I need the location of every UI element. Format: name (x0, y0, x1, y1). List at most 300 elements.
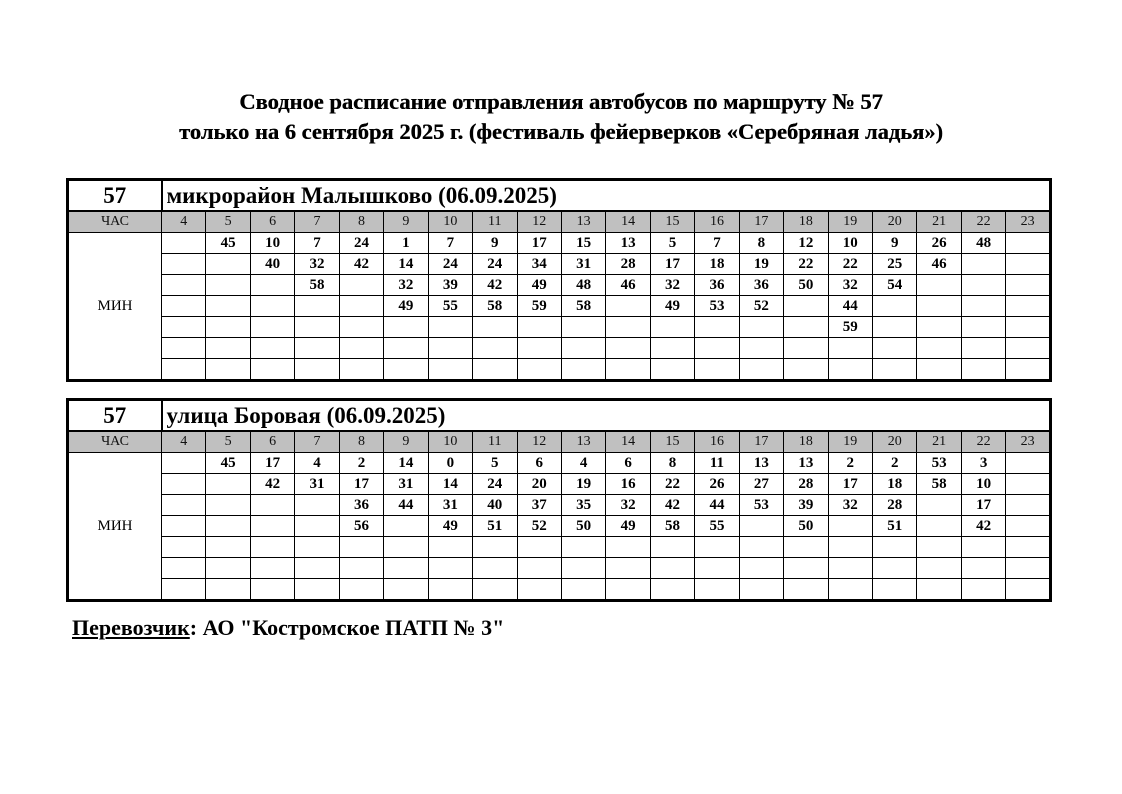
minute-cell: 28 (784, 474, 828, 495)
minute-cell: 50 (784, 516, 828, 537)
hour-cell: 18 (784, 431, 828, 453)
minute-cell (961, 317, 1005, 338)
minute-cell: 42 (473, 275, 517, 296)
minute-cell (561, 579, 605, 601)
hour-cell: 20 (873, 211, 917, 233)
minute-cell (250, 579, 294, 601)
minute-cell (473, 537, 517, 558)
minute-cell (339, 579, 383, 601)
minute-cell: 13 (739, 453, 783, 474)
minute-cell (650, 579, 694, 601)
minute-row (68, 275, 1051, 296)
carrier-label: Перевозчик (72, 615, 190, 640)
route-header (68, 180, 1051, 212)
page-subtitle: только на 6 сентября 2025 г. (фестиваль фейерверков «Серебряная ладья») (179, 119, 943, 144)
minute-cell (250, 317, 294, 338)
minute-cell (1006, 317, 1051, 338)
minute-cell: 58 (295, 275, 339, 296)
hour-cell: 8 (339, 431, 383, 453)
minute-cell (650, 359, 694, 381)
hour-cell: 4 (162, 211, 206, 233)
minute-cell: 31 (428, 495, 472, 516)
minute-cell (1006, 474, 1051, 495)
minute-cell: 22 (828, 254, 872, 275)
carrier-info (72, 612, 504, 644)
route-header (68, 400, 1051, 432)
minute-cell (1006, 359, 1051, 381)
minute-cell (917, 558, 961, 579)
minute-cell: 31 (561, 254, 605, 275)
minute-cell (206, 338, 250, 359)
minute-cell (961, 296, 1005, 317)
minute-cell: 54 (873, 275, 917, 296)
minute-cell: 10 (828, 233, 872, 254)
minute-cell (873, 296, 917, 317)
minute-cell (873, 338, 917, 359)
minute-row (68, 558, 1051, 579)
stop-name: улица Боровая (06.09.2025) (162, 400, 1051, 432)
minute-cell (428, 317, 472, 338)
minute-cell (428, 338, 472, 359)
carrier-value: : АО "Костромское ПАТП № 3" (189, 615, 505, 640)
minute-cell: 7 (295, 233, 339, 254)
minute-cell (784, 558, 828, 579)
minute-cell (606, 359, 650, 381)
minute-cell (917, 359, 961, 381)
minute-cell: 50 (784, 275, 828, 296)
minute-cell: 24 (339, 233, 383, 254)
minute-cell (606, 296, 650, 317)
minute-cell (695, 537, 739, 558)
minute-cell (517, 579, 561, 601)
minute-cell: 42 (339, 254, 383, 275)
minute-cell (828, 516, 872, 537)
hour-cell: 5 (206, 211, 250, 233)
minute-row (68, 474, 1051, 495)
minute-cell (695, 558, 739, 579)
hour-label: ЧАС (68, 211, 162, 233)
minute-cell (295, 495, 339, 516)
hour-cell: 4 (162, 431, 206, 453)
minute-cell (250, 495, 294, 516)
minute-cell (561, 359, 605, 381)
minute-cell: 14 (384, 254, 428, 275)
minute-cell (295, 516, 339, 537)
hour-cell: 10 (428, 431, 472, 453)
minute-cell (250, 338, 294, 359)
hour-cell: 23 (1006, 211, 1051, 233)
minute-cell: 31 (295, 474, 339, 495)
minute-cell (873, 317, 917, 338)
minute-cell (517, 338, 561, 359)
minute-cell (162, 516, 206, 537)
minute-cell: 6 (606, 453, 650, 474)
minute-cell: 32 (606, 495, 650, 516)
minute-cell (517, 359, 561, 381)
minute-cell (784, 359, 828, 381)
minute-cell (517, 317, 561, 338)
hours-row (68, 211, 1051, 233)
minute-cell: 40 (250, 254, 294, 275)
minute-cell (917, 338, 961, 359)
minute-cell (473, 579, 517, 601)
minute-cell (473, 558, 517, 579)
minute-cell (206, 537, 250, 558)
minute-cell (873, 579, 917, 601)
minute-cell: 37 (517, 495, 561, 516)
minute-cell: 39 (784, 495, 828, 516)
minute-cell (828, 579, 872, 601)
hour-cell: 17 (739, 431, 783, 453)
hour-cell: 11 (473, 211, 517, 233)
minute-cell: 48 (561, 275, 605, 296)
minute-cell (739, 359, 783, 381)
minute-cell: 49 (606, 516, 650, 537)
minute-cell (695, 338, 739, 359)
minute-cell (384, 558, 428, 579)
minute-cell: 12 (784, 233, 828, 254)
minute-cell (295, 296, 339, 317)
minute-row (68, 317, 1051, 338)
minute-cell (650, 338, 694, 359)
minute-cell (1006, 275, 1051, 296)
minute-cell (961, 537, 1005, 558)
minute-cell: 10 (961, 474, 1005, 495)
minute-cell: 52 (517, 516, 561, 537)
minute-cell (384, 359, 428, 381)
minute-cell (384, 537, 428, 558)
minute-row (68, 537, 1051, 558)
minute-cell (339, 359, 383, 381)
hour-cell: 9 (384, 431, 428, 453)
hour-cell: 10 (428, 211, 472, 233)
minute-cell (517, 537, 561, 558)
minute-row (68, 495, 1051, 516)
minute-cell (339, 296, 383, 317)
minute-cell: 20 (517, 474, 561, 495)
minute-cell (384, 579, 428, 601)
minute-cell: 32 (650, 275, 694, 296)
minute-cell: 42 (250, 474, 294, 495)
minute-cell: 14 (384, 453, 428, 474)
minute-cell (206, 516, 250, 537)
minute-cell: 55 (695, 516, 739, 537)
minute-cell (162, 537, 206, 558)
minute-row (68, 338, 1051, 359)
minute-cell: 34 (517, 254, 561, 275)
minute-cell (295, 537, 339, 558)
minute-cell: 5 (650, 233, 694, 254)
minute-cell (339, 338, 383, 359)
minute-cell (1006, 338, 1051, 359)
minute-cell: 3 (961, 453, 1005, 474)
minute-cell (650, 558, 694, 579)
minute-cell (295, 579, 339, 601)
minute-cell: 32 (828, 275, 872, 296)
page-title: Сводное расписание отправления автобусов по маршруту № 57 (239, 89, 883, 114)
minute-cell: 52 (739, 296, 783, 317)
hour-cell: 15 (650, 431, 694, 453)
minute-cell (162, 338, 206, 359)
minute-cell: 36 (695, 275, 739, 296)
minute-cell: 14 (428, 474, 472, 495)
minute-cell (828, 537, 872, 558)
minute-cell (295, 317, 339, 338)
minute-label: МИН (68, 233, 162, 381)
minute-cell: 48 (961, 233, 1005, 254)
minute-cell (695, 317, 739, 338)
minute-cell (206, 495, 250, 516)
minute-cell: 27 (739, 474, 783, 495)
minute-label: МИН (68, 453, 162, 601)
minute-cell: 7 (428, 233, 472, 254)
hours-row (68, 431, 1051, 453)
hour-cell: 14 (606, 431, 650, 453)
minute-cell (250, 537, 294, 558)
minute-cell: 28 (606, 254, 650, 275)
minute-cell (295, 359, 339, 381)
minute-cell (739, 317, 783, 338)
minute-cell (428, 359, 472, 381)
minute-cell: 24 (428, 254, 472, 275)
minute-cell: 8 (739, 233, 783, 254)
minute-cell (517, 558, 561, 579)
minute-cell: 49 (428, 516, 472, 537)
minute-cell (828, 359, 872, 381)
minute-cell (206, 474, 250, 495)
minute-cell: 42 (961, 516, 1005, 537)
minute-cell: 49 (384, 296, 428, 317)
minute-cell (295, 338, 339, 359)
minute-cell: 4 (561, 453, 605, 474)
minute-cell (961, 359, 1005, 381)
minute-cell (650, 537, 694, 558)
minute-cell (917, 537, 961, 558)
minute-cell: 18 (873, 474, 917, 495)
minute-cell: 6 (517, 453, 561, 474)
minute-cell: 26 (695, 474, 739, 495)
minute-cell: 59 (828, 317, 872, 338)
minute-cell: 19 (561, 474, 605, 495)
minute-cell: 15 (561, 233, 605, 254)
minute-cell: 44 (695, 495, 739, 516)
minute-cell: 18 (695, 254, 739, 275)
hour-cell: 13 (561, 211, 605, 233)
minute-cell (1006, 579, 1051, 601)
minute-cell (206, 275, 250, 296)
minute-cell: 58 (473, 296, 517, 317)
minute-cell: 53 (917, 453, 961, 474)
minute-cell: 16 (606, 474, 650, 495)
route-number: 57 (68, 400, 162, 432)
hour-cell: 6 (250, 431, 294, 453)
hour-cell: 6 (250, 211, 294, 233)
minute-cell: 17 (961, 495, 1005, 516)
minute-row (68, 453, 1051, 474)
minute-cell (162, 359, 206, 381)
minute-cell: 11 (695, 453, 739, 474)
minute-cell: 36 (739, 275, 783, 296)
minute-cell: 1 (384, 233, 428, 254)
minute-cell: 24 (473, 254, 517, 275)
minute-cell: 53 (695, 296, 739, 317)
minute-cell: 32 (295, 254, 339, 275)
minute-cell (206, 317, 250, 338)
minute-cell: 2 (339, 453, 383, 474)
minute-cell: 46 (606, 275, 650, 296)
hour-cell: 8 (339, 211, 383, 233)
minute-cell (384, 317, 428, 338)
minute-cell: 44 (384, 495, 428, 516)
minute-cell (739, 579, 783, 601)
minute-cell: 17 (517, 233, 561, 254)
minute-cell: 4 (295, 453, 339, 474)
minute-cell (473, 359, 517, 381)
minute-cell (428, 537, 472, 558)
minute-cell (250, 296, 294, 317)
minute-cell (695, 579, 739, 601)
minute-cell (828, 338, 872, 359)
minute-cell: 36 (339, 495, 383, 516)
stop-name: микрорайон Малышково (06.09.2025) (162, 180, 1051, 212)
hour-cell: 21 (917, 211, 961, 233)
minute-cell (1006, 558, 1051, 579)
minute-cell: 32 (828, 495, 872, 516)
hour-cell: 23 (1006, 431, 1051, 453)
minute-cell: 56 (339, 516, 383, 537)
minute-cell (1006, 537, 1051, 558)
hour-cell: 12 (517, 211, 561, 233)
minute-cell (162, 474, 206, 495)
minute-cell (206, 579, 250, 601)
minute-cell: 39 (428, 275, 472, 296)
minute-cell: 44 (828, 296, 872, 317)
minute-cell: 45 (206, 233, 250, 254)
minute-cell (250, 516, 294, 537)
minute-cell: 24 (473, 474, 517, 495)
minute-cell: 17 (339, 474, 383, 495)
minute-cell (295, 558, 339, 579)
hour-cell: 7 (295, 211, 339, 233)
minute-cell: 22 (650, 474, 694, 495)
minute-cell (162, 579, 206, 601)
minute-cell: 22 (784, 254, 828, 275)
minute-cell (917, 516, 961, 537)
schedule-table-malyshkovo (66, 178, 1052, 382)
minute-cell (561, 537, 605, 558)
hour-cell: 9 (384, 211, 428, 233)
minute-cell: 2 (828, 453, 872, 474)
minute-row (68, 296, 1051, 317)
minute-cell (695, 359, 739, 381)
hour-cell: 7 (295, 431, 339, 453)
minute-cell: 46 (917, 254, 961, 275)
minute-cell (339, 317, 383, 338)
minute-cell: 50 (561, 516, 605, 537)
minute-cell (428, 558, 472, 579)
minute-cell: 19 (739, 254, 783, 275)
minute-cell (206, 558, 250, 579)
minute-cell: 49 (650, 296, 694, 317)
hour-cell: 12 (517, 431, 561, 453)
hour-cell: 20 (873, 431, 917, 453)
minute-cell (784, 537, 828, 558)
hour-cell: 18 (784, 211, 828, 233)
minute-cell (162, 495, 206, 516)
minute-cell: 58 (561, 296, 605, 317)
minute-cell (606, 579, 650, 601)
minute-cell (561, 338, 605, 359)
hour-cell: 19 (828, 431, 872, 453)
minute-cell (339, 558, 383, 579)
minute-cell (561, 317, 605, 338)
minute-cell (739, 516, 783, 537)
minute-cell (162, 296, 206, 317)
minute-cell (606, 537, 650, 558)
minute-cell: 32 (384, 275, 428, 296)
minute-cell (917, 296, 961, 317)
minute-cell (339, 537, 383, 558)
minute-cell (917, 495, 961, 516)
minute-cell: 58 (650, 516, 694, 537)
minute-cell (739, 338, 783, 359)
minute-cell (1006, 516, 1051, 537)
minute-cell (961, 338, 1005, 359)
minute-cell (206, 254, 250, 275)
minute-cell: 45 (206, 453, 250, 474)
minute-cell (473, 338, 517, 359)
minute-cell (917, 579, 961, 601)
minute-cell (428, 579, 472, 601)
minute-cell (917, 275, 961, 296)
minute-cell (339, 275, 383, 296)
minute-cell: 25 (873, 254, 917, 275)
minute-cell: 9 (873, 233, 917, 254)
minute-cell (873, 558, 917, 579)
minute-cell: 42 (650, 495, 694, 516)
minute-cell (739, 537, 783, 558)
minute-cell: 10 (250, 233, 294, 254)
hour-label: ЧАС (68, 431, 162, 453)
minute-cell: 8 (650, 453, 694, 474)
minute-cell (250, 558, 294, 579)
minute-cell: 55 (428, 296, 472, 317)
minute-cell: 51 (473, 516, 517, 537)
minute-cell: 51 (873, 516, 917, 537)
minute-cell (1006, 453, 1051, 474)
minute-cell: 17 (828, 474, 872, 495)
minute-cell: 58 (917, 474, 961, 495)
minute-cell: 13 (606, 233, 650, 254)
minute-cell: 40 (473, 495, 517, 516)
minute-cell: 35 (561, 495, 605, 516)
minute-cell (650, 317, 694, 338)
hour-cell: 22 (961, 211, 1005, 233)
minute-row (68, 359, 1051, 381)
hour-cell: 15 (650, 211, 694, 233)
hour-cell: 21 (917, 431, 961, 453)
hour-cell: 14 (606, 211, 650, 233)
minute-cell: 53 (739, 495, 783, 516)
minute-cell (606, 558, 650, 579)
minute-cell (873, 359, 917, 381)
minute-cell: 59 (517, 296, 561, 317)
hour-cell: 11 (473, 431, 517, 453)
minute-cell: 28 (873, 495, 917, 516)
minute-cell (384, 516, 428, 537)
minute-cell (606, 317, 650, 338)
minute-cell (384, 338, 428, 359)
